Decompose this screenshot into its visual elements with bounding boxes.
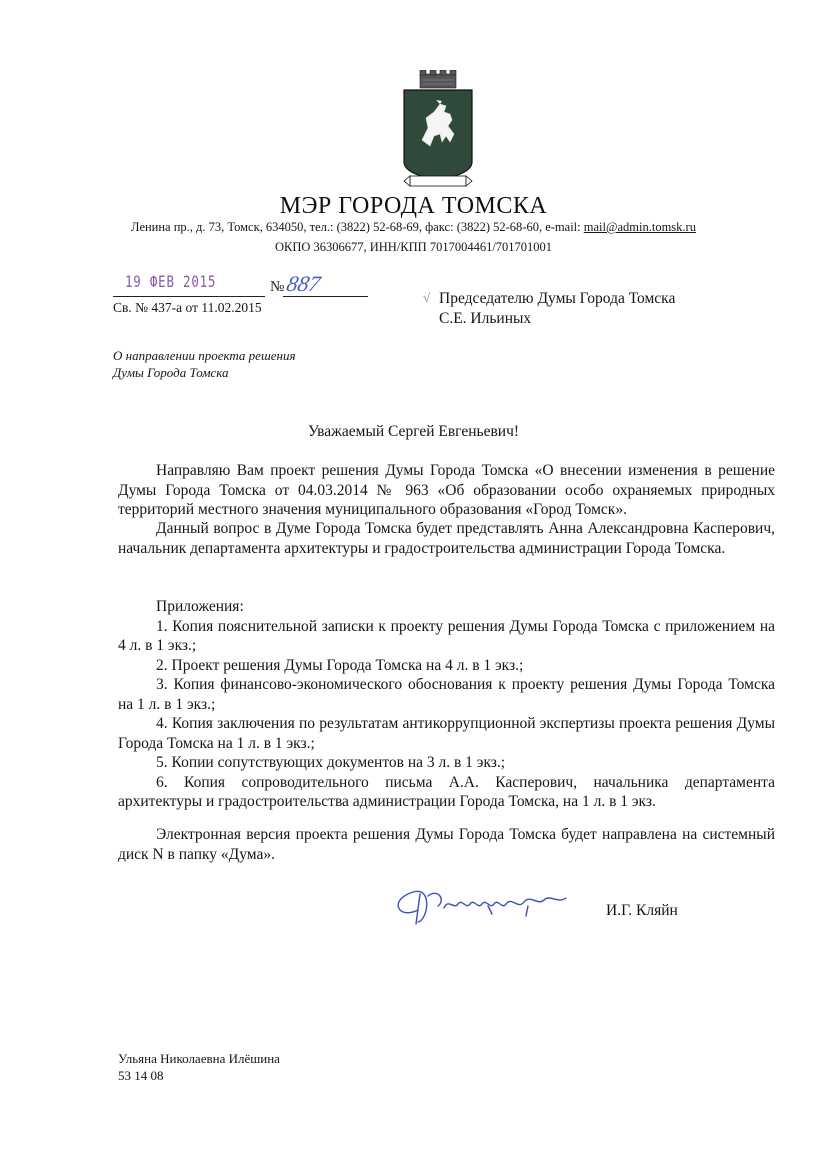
number-underline (283, 296, 368, 297)
subject-line-1: О направлении проекта решения (113, 348, 296, 363)
appendix-item: 1. Копия пояснительной записки к проекту решения Думы Города Томска с приложением на 4 л. в 1 экз.; (118, 617, 775, 654)
executor-block (118, 1050, 280, 1084)
closing-paragraph: Электронная версия проекта решения Думы Города Томска будет направлена на системный диск N в папку «Дума». (118, 826, 775, 863)
addressee-name: С.Е. Ильиных (439, 310, 532, 327)
letterhead-okpo: ОКПО 36306677, ИНН/КПП 7017004461/701701001 (274, 240, 553, 254)
check-mark-icon: √ (423, 290, 431, 305)
email-link[interactable]: mail@admin.tomsk.ru (583, 220, 696, 234)
address-text: Ленина пр., д. 73, Томск, 634050, тел.: (3822) 52-68-69, факс: (3822) 52-68-60, e-mail: (131, 220, 584, 234)
executor-name: Ульяна Николаевна Илёшина (118, 1051, 280, 1066)
reference-number: Св. № 437-а от 11.02.2015 (113, 300, 262, 315)
city-coat-of-arms (400, 70, 476, 188)
addressee-position: Председателю Думы Города Томска (439, 290, 676, 307)
appendix-list (118, 597, 775, 812)
handwritten-signature (388, 880, 588, 930)
appendix-item: 2. Проект решения Думы Города Томска на 4 л. в 1 экз.; (156, 656, 524, 674)
letter-subject (113, 347, 296, 381)
greeting: Уважаемый Сергей Евгеньевич! (307, 423, 520, 440)
appendix-item: 6. Копия сопроводительного письма А.А. Касперович, начальника департамента архитектуры и градостроительства администрации Города Томска, на 1 л. в 1 экз. (118, 773, 775, 810)
registration-date-stamp: 19 ФЕВ 2015 (125, 272, 217, 291)
body-paragraph-1: Направляю Вам проект решения Думы Города Томска «О внесении изменения в решение Думы Города Томска от 04.03.2014 № 963 «Об образовании особо охраняемых природных территорий местного значения муниципального образования «Город Томск». (118, 462, 775, 518)
executor-phone: 53 14 08 (118, 1068, 164, 1083)
signer-name: И.Г. Кляйн (606, 902, 678, 919)
appendix-item: 4. Копия заключения по результатам антикоррупционной экспертизы проекта решения Думы Города Томска на 1 л. в 1 экз.; (118, 715, 775, 752)
body-paragraph-2: Данный вопрос в Думе Города Томска будет представлять Анна Александровна Касперович, начальник департамента архитектуры и градостроительства администрации Города Томска. (118, 520, 775, 557)
appendix-item: 3. Копия финансово-экономического обоснования к проекту решения Думы Города Томска на 1 л. в 1 экз.; (118, 676, 775, 713)
registration-number: 887 (284, 271, 323, 296)
appendix-item: 5. Копии сопутствующих документов на 3 л. в 1 экз.; (156, 754, 506, 771)
letterhead-address (0, 220, 827, 235)
subject-line-2: Думы Города Томска (113, 365, 229, 380)
number-sign: № (270, 279, 285, 295)
addressee-block (439, 289, 675, 329)
appendix-heading: Приложения: (156, 598, 244, 615)
date-underline (113, 296, 265, 297)
letterhead-title: МЭР ГОРОДА ТОМСКА (279, 193, 548, 219)
